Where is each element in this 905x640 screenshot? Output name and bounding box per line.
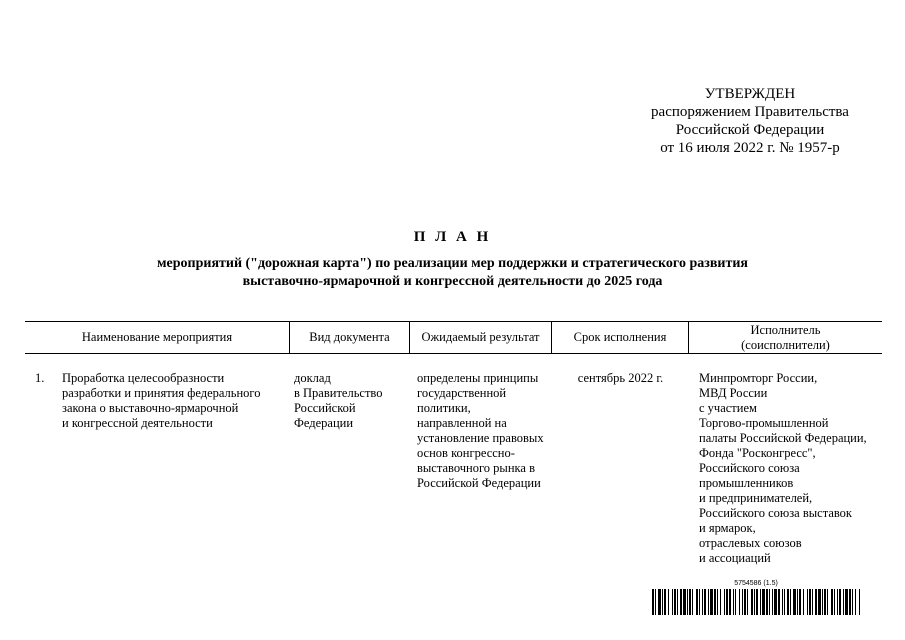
approval-title: УТВЕРЖДЕН bbox=[704, 86, 796, 102]
barcode-bar bbox=[751, 589, 753, 615]
barcode-bar bbox=[704, 589, 706, 615]
row-doc-line: доклад bbox=[294, 371, 331, 385]
barcode-bar bbox=[668, 589, 669, 615]
row-executor-line: и ярмарок, bbox=[699, 521, 756, 535]
header-deadline: Срок исполнения bbox=[552, 322, 689, 353]
row-doc-line: Федерации bbox=[294, 416, 354, 430]
barcode-bar bbox=[742, 589, 743, 615]
barcode-bar bbox=[859, 589, 860, 615]
barcode-bar bbox=[739, 589, 740, 615]
plan-subtitle bbox=[0, 255, 905, 291]
row-deadline: сентябрь 2022 г. bbox=[577, 371, 664, 385]
barcode-bar bbox=[754, 589, 755, 615]
row-executor-line: палаты Российской Федерации, bbox=[699, 431, 867, 445]
barcode-bar bbox=[797, 589, 798, 615]
barcode-bar bbox=[812, 589, 813, 615]
row-executor-line: Торгово-промышленной bbox=[699, 416, 829, 430]
row-result-line: государственной bbox=[417, 386, 507, 400]
row-result bbox=[417, 371, 544, 491]
barcode-bar bbox=[790, 589, 791, 615]
row-executor-line: и ассоциаций bbox=[699, 551, 771, 565]
document-barcode bbox=[652, 580, 860, 616]
barcode-bar bbox=[787, 589, 789, 615]
barcode-bar bbox=[782, 589, 783, 615]
row-executor-line: Российского союза выставок bbox=[699, 506, 853, 520]
barcode-bar bbox=[834, 589, 835, 615]
row-number: 1. bbox=[35, 371, 45, 385]
barcode-bar bbox=[855, 589, 856, 615]
barcode-bar bbox=[672, 589, 673, 615]
barcode-bar bbox=[729, 589, 731, 615]
barcode-bar bbox=[760, 589, 761, 615]
barcode-bar bbox=[756, 589, 758, 615]
row-name bbox=[62, 371, 260, 431]
barcode-bar bbox=[799, 589, 801, 615]
row-name-line: и конгрессной деятельности bbox=[62, 416, 213, 430]
header-executor-line-2: (соисполнители) bbox=[741, 337, 830, 352]
row-name-line: закона о выставочно-ярмарочной bbox=[62, 401, 239, 415]
barcode-bar bbox=[807, 589, 808, 615]
barcode-bar bbox=[818, 589, 821, 615]
barcode-bar bbox=[710, 589, 713, 615]
approval-line-2: Российской Федерации bbox=[675, 122, 825, 138]
barcode-bar bbox=[689, 589, 691, 615]
barcode-bar bbox=[827, 589, 828, 615]
barcode-bar bbox=[702, 589, 703, 615]
approval-line-1: распоряжением Правительства bbox=[651, 104, 849, 120]
row-result-line: выставочного рынка в bbox=[417, 461, 535, 475]
header-doc: Вид документа bbox=[290, 322, 410, 353]
barcode-bar bbox=[772, 589, 773, 615]
header-name: Наименование мероприятия bbox=[25, 322, 290, 353]
barcode-bar bbox=[747, 589, 748, 615]
row-doc-line: в Правительство bbox=[294, 386, 383, 400]
barcode-bar bbox=[815, 589, 817, 615]
row-result-line: политики, bbox=[417, 401, 471, 415]
row-executor-line: МВД России bbox=[699, 386, 768, 400]
barcode-bar bbox=[680, 589, 682, 615]
barcode-bar bbox=[762, 589, 765, 615]
plan-subtitle-line-1: мероприятий ("дорожная карта") по реализации мер поддержки и стратегического развития bbox=[156, 256, 748, 271]
barcode-bar bbox=[717, 589, 718, 615]
barcode-bar bbox=[724, 589, 725, 615]
barcode-bar bbox=[843, 589, 844, 615]
row-executor-line: и предпринимателей, bbox=[699, 491, 813, 505]
row-doc-line: Российской bbox=[294, 401, 356, 415]
barcode-bar bbox=[778, 589, 780, 615]
barcode-bar bbox=[692, 589, 693, 615]
header-result: Ожидаемый результат bbox=[410, 322, 552, 353]
barcode-bar bbox=[766, 589, 768, 615]
barcode-bar bbox=[735, 589, 736, 615]
plan-table bbox=[25, 321, 882, 565]
row-executor-line: Минпромторг России, bbox=[699, 371, 818, 385]
barcode-bar bbox=[809, 589, 811, 615]
barcode-bar bbox=[674, 589, 676, 615]
barcode-bar bbox=[696, 589, 698, 615]
row-name-line: Проработка целесообразности bbox=[62, 371, 225, 385]
approval-block bbox=[600, 85, 900, 157]
barcode-bar bbox=[664, 589, 666, 615]
header-executor-line-1: Исполнитель bbox=[750, 322, 821, 337]
row-doc bbox=[294, 371, 382, 431]
barcode-bar bbox=[726, 589, 728, 615]
header-executor bbox=[689, 322, 882, 353]
barcode-bar bbox=[831, 589, 833, 615]
barcode-bar bbox=[687, 589, 688, 615]
barcode-bar bbox=[769, 589, 770, 615]
barcode-bar bbox=[677, 589, 678, 615]
row-executor-line: Фонда "Росконгресс", bbox=[699, 446, 816, 460]
table-header bbox=[25, 321, 882, 354]
barcode-bar bbox=[803, 589, 804, 615]
barcode-label: 5754586 (1.5) bbox=[734, 580, 778, 587]
row-name-line: разработки и принятия федерального bbox=[62, 386, 261, 400]
row-result-line: определены принципы bbox=[417, 371, 539, 385]
barcode-bar bbox=[714, 589, 716, 615]
barcode-bar bbox=[652, 589, 654, 615]
barcode-bar bbox=[744, 589, 746, 615]
row-executor-line: отраслевых союзов bbox=[699, 536, 802, 550]
row-result-line: Российской Федерации bbox=[417, 476, 541, 490]
barcode-bar bbox=[822, 589, 823, 615]
plan-title: П Л А Н bbox=[413, 229, 492, 245]
barcode-bar bbox=[845, 589, 848, 615]
plan-subtitle-line-2: выставочно-ярмарочной и конгрессной деятельности до 2025 года bbox=[242, 274, 663, 289]
barcode-bar bbox=[708, 589, 709, 615]
barcode-bar bbox=[699, 589, 700, 615]
barcode-bar bbox=[720, 589, 721, 615]
barcode-bar bbox=[683, 589, 686, 615]
barcode-bar bbox=[824, 589, 826, 615]
row-executor-line: с участием bbox=[699, 401, 757, 415]
row-executor-line: промышленников bbox=[699, 476, 794, 490]
row-executor bbox=[699, 371, 867, 566]
barcode-bar bbox=[784, 589, 785, 615]
barcode-bar bbox=[837, 589, 838, 615]
row-result-line: установление правовых bbox=[417, 431, 544, 445]
barcode-bar bbox=[839, 589, 841, 615]
barcode-bar bbox=[658, 589, 661, 615]
barcode-bar bbox=[662, 589, 663, 615]
barcode-bar bbox=[774, 589, 777, 615]
barcode-bar bbox=[849, 589, 851, 615]
barcode-bar bbox=[655, 589, 656, 615]
barcode-bar bbox=[852, 589, 853, 615]
approval-line-3: от 16 июля 2022 г. № 1957-р bbox=[660, 140, 840, 156]
barcode-bar bbox=[793, 589, 796, 615]
row-result-line: основ конгрессно- bbox=[417, 446, 515, 460]
row-executor-line: Российского союза bbox=[699, 461, 800, 475]
row-result-line: направленной на bbox=[417, 416, 507, 430]
barcode-bar bbox=[733, 589, 734, 615]
barcode-icon bbox=[652, 589, 860, 615]
